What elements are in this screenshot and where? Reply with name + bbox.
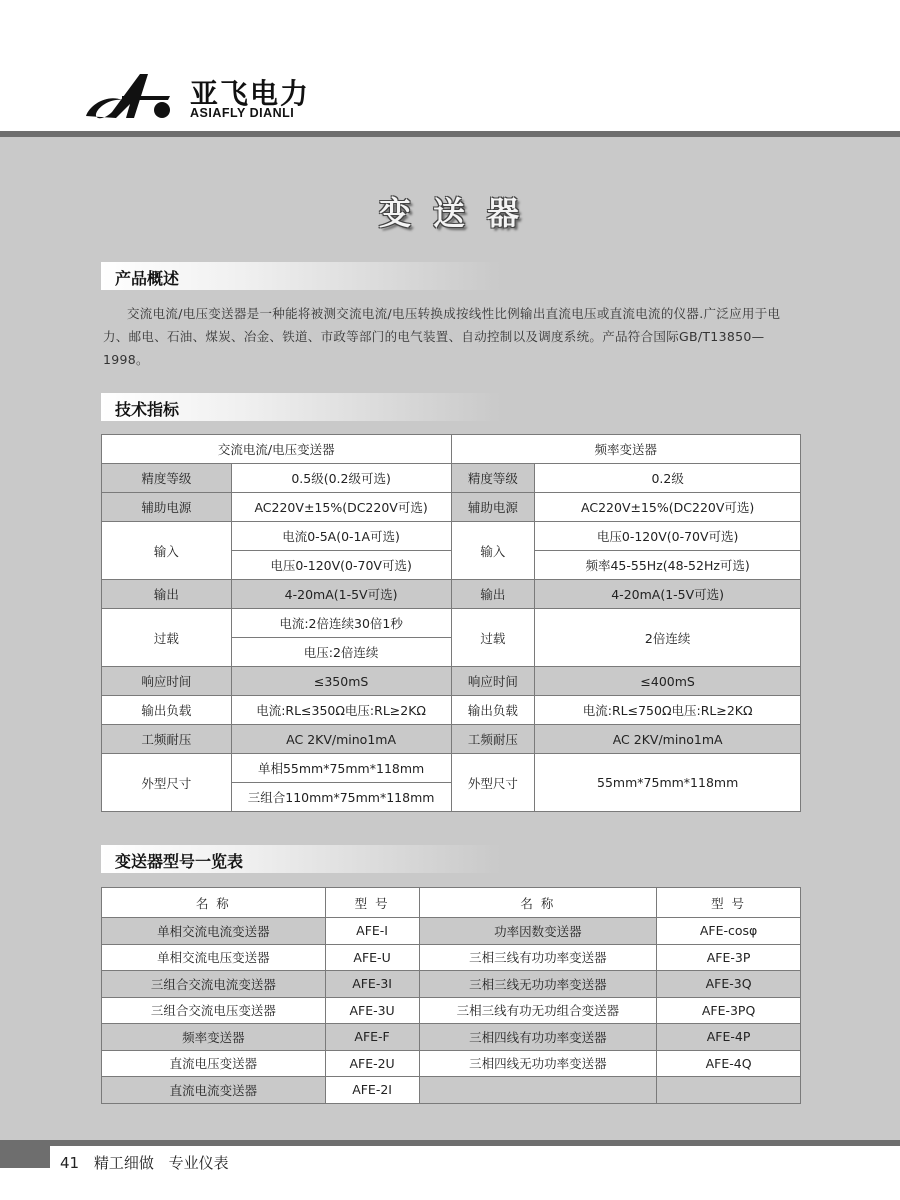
spec-row-response xyxy=(102,667,801,696)
spec-label: 过载 xyxy=(102,609,232,667)
spec-row-output xyxy=(102,580,801,609)
spec-header-row xyxy=(102,435,801,464)
spec-label: 输入 xyxy=(102,522,232,580)
model-name: 三相三线有功功率变送器 xyxy=(419,944,657,971)
spec-label: 外型尺寸 xyxy=(102,754,232,812)
model-code: AFE-U xyxy=(325,944,419,971)
spec-value: 2倍连续 xyxy=(535,609,801,667)
footer-accent-block xyxy=(0,1146,50,1168)
footer-slogan-1: 精工细做 xyxy=(93,1154,154,1172)
model-code: AFE-3U xyxy=(325,997,419,1024)
model-code xyxy=(657,1077,801,1104)
spec-value: 55mm*75mm*118mm xyxy=(535,754,801,812)
model-header-row xyxy=(102,888,801,918)
model-name: 三相三线有功无功组合变送器 xyxy=(419,997,657,1024)
model-row xyxy=(102,944,801,971)
section-header-models xyxy=(101,845,501,873)
brand-name-cn: 亚飞电力 xyxy=(190,77,311,110)
spec-row-aux-power xyxy=(102,493,801,522)
model-name: 单相交流电流变送器 xyxy=(102,918,326,945)
section-title-overview: 产品概述 xyxy=(115,269,180,288)
spec-value: 频率45-55Hz(48-52Hz可选) xyxy=(535,551,801,580)
model-col-header: 型 号 xyxy=(657,888,801,918)
spec-value: 电流:RL≤750Ω电压:RL≥2KΩ xyxy=(535,696,801,725)
model-row xyxy=(102,997,801,1024)
model-name: 直流电流变送器 xyxy=(102,1077,326,1104)
model-name: 三组合交流电流变送器 xyxy=(102,971,326,998)
spec-label: 输入 xyxy=(451,522,535,580)
model-name: 频率变送器 xyxy=(102,1024,326,1051)
spec-value: ≤350mS xyxy=(231,667,451,696)
model-code: AFE-3Q xyxy=(657,971,801,998)
model-name: 三相四线无功功率变送器 xyxy=(419,1050,657,1077)
spec-value: 电流:RL≤350Ω电压:RL≥2KΩ xyxy=(231,696,451,725)
page-header xyxy=(0,0,900,133)
section-header-specs xyxy=(101,393,501,421)
spec-value: 0.5级(0.2级可选) xyxy=(231,464,451,493)
model-name xyxy=(419,1077,657,1104)
spec-row-load xyxy=(102,696,801,725)
spec-label: 辅助电源 xyxy=(102,493,232,522)
model-name: 功率因数变送器 xyxy=(419,918,657,945)
spec-label: 精度等级 xyxy=(451,464,535,493)
footer-rule xyxy=(0,1140,900,1146)
model-name: 三组合交流电压变送器 xyxy=(102,997,326,1024)
footer-text xyxy=(60,1152,239,1173)
spec-value: 4-20mA(1-5V可选) xyxy=(231,580,451,609)
spec-row-overload xyxy=(102,609,801,638)
model-table xyxy=(101,887,801,1104)
spec-value: 三组合110mm*75mm*118mm xyxy=(231,783,451,812)
model-code: AFE-3I xyxy=(325,971,419,998)
spec-label: 输出负载 xyxy=(451,696,535,725)
spec-value: AC 2KV/mino1mA xyxy=(231,725,451,754)
spec-value: AC220V±15%(DC220V可选) xyxy=(231,493,451,522)
model-name: 直流电压变送器 xyxy=(102,1050,326,1077)
model-code: AFE-4Q xyxy=(657,1050,801,1077)
spec-value: 0.2级 xyxy=(535,464,801,493)
model-row xyxy=(102,918,801,945)
model-row xyxy=(102,1024,801,1051)
model-code: AFE-3P xyxy=(657,944,801,971)
spec-value: AC 2KV/mino1mA xyxy=(535,725,801,754)
page-number: 41 xyxy=(60,1154,80,1172)
spec-label: 工频耐压 xyxy=(102,725,232,754)
model-row xyxy=(102,1077,801,1104)
spec-value: 电流0-5A(0-1A可选) xyxy=(231,522,451,551)
overview-paragraph: 交流电流/电压变送器是一种能将被测交流电流/电压转换成按线性比例输出直流电压或直流电流的仪器.广泛应用于电力、邮电、石油、煤炭、冶金、铁道、市政等部门的电气装置、自动控制以及调度系统。产品符合国际GB/T13850—1998。 xyxy=(103,306,781,367)
spec-row-withstand xyxy=(102,725,801,754)
spec-label: 过载 xyxy=(451,609,535,667)
section-title-specs: 技术指标 xyxy=(115,400,180,419)
model-col-header: 名 称 xyxy=(102,888,326,918)
model-row xyxy=(102,1050,801,1077)
spec-label: 辅助电源 xyxy=(451,493,535,522)
spec-value: ≤400mS xyxy=(535,667,801,696)
spec-value: 电压0-120V(0-70V可选) xyxy=(231,551,451,580)
spec-table xyxy=(101,434,801,812)
spec-row-input xyxy=(102,522,801,551)
spec-value: 电压0-120V(0-70V可选) xyxy=(535,522,801,551)
spec-label: 外型尺寸 xyxy=(451,754,535,812)
model-row xyxy=(102,971,801,998)
section-header-overview xyxy=(101,262,501,290)
spec-col-right-header: 频率变送器 xyxy=(451,435,801,464)
model-col-header: 名 称 xyxy=(419,888,657,918)
page-title: 变送器 xyxy=(378,194,541,232)
section-title-models: 变送器型号一览表 xyxy=(115,852,244,871)
spec-value: AC220V±15%(DC220V可选) xyxy=(535,493,801,522)
model-code: AFE-2U xyxy=(325,1050,419,1077)
footer-slogan-2: 专业仪表 xyxy=(168,1154,229,1172)
spec-label: 精度等级 xyxy=(102,464,232,493)
spec-value: 电流:2倍连续30倍1秒 xyxy=(231,609,451,638)
spec-label: 输出负载 xyxy=(102,696,232,725)
model-code: AFE-cosφ xyxy=(657,918,801,945)
spec-label: 响应时间 xyxy=(451,667,535,696)
model-col-header: 型 号 xyxy=(325,888,419,918)
spec-label: 响应时间 xyxy=(102,667,232,696)
spec-col-left-header: 交流电流/电压变送器 xyxy=(102,435,452,464)
model-name: 三相四线有功功率变送器 xyxy=(419,1024,657,1051)
spec-row-accuracy xyxy=(102,464,801,493)
model-code: AFE-3PQ xyxy=(657,997,801,1024)
spec-value: 4-20mA(1-5V可选) xyxy=(535,580,801,609)
spec-label: 工频耐压 xyxy=(451,725,535,754)
spec-row-dimensions xyxy=(102,754,801,783)
model-name: 三相三线无功功率变送器 xyxy=(419,971,657,998)
spec-label: 输出 xyxy=(102,580,232,609)
spec-value: 电压:2倍连续 xyxy=(231,638,451,667)
model-code: AFE-2I xyxy=(325,1077,419,1104)
spec-label: 输出 xyxy=(451,580,535,609)
spec-value: 单相55mm*75mm*118mm xyxy=(231,754,451,783)
brand-logo-icon xyxy=(82,66,182,126)
model-code: AFE-4P xyxy=(657,1024,801,1051)
brand-name-en: ASIAFLY DIANLI xyxy=(190,106,295,120)
model-name: 单相交流电压变送器 xyxy=(102,944,326,971)
model-code: AFE-F xyxy=(325,1024,419,1051)
model-code: AFE-I xyxy=(325,918,419,945)
page-footer xyxy=(0,1140,900,1200)
